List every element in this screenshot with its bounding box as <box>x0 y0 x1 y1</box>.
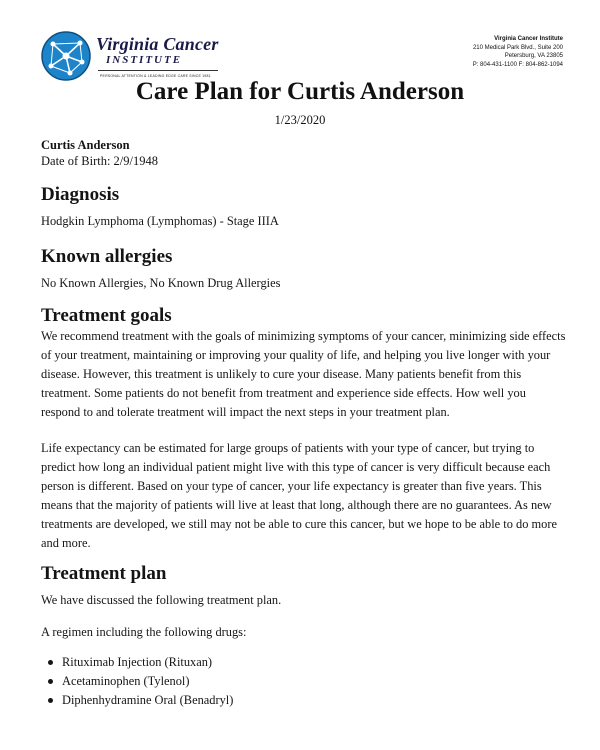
logo-subtitle: INSTITUTE <box>106 54 183 66</box>
contact-address-line1: 210 Medical Park Blvd., Suite 200 <box>472 44 563 51</box>
list-item <box>41 672 566 691</box>
allergies-text: No Known Allergies, No Known Drug Allergies <box>41 276 281 290</box>
patient-dob: Date of Birth: 2/9/1948 <box>41 154 158 168</box>
treatment-plan-heading: Treatment plan <box>41 563 167 584</box>
contact-org: Virginia Cancer Institute <box>494 36 563 42</box>
logo-tagline: PERSONAL ATTENTION & LEADING EDGE CARE SINCE 1981 <box>100 74 211 78</box>
contact-address-line2: Petersburg, VA 23805 <box>504 53 563 59</box>
allergies-heading: Known allergies <box>41 246 173 267</box>
drug-name: Rituximab Injection (Rituxan) <box>62 655 213 669</box>
bullet-icon <box>48 679 53 684</box>
logo-divider <box>98 70 218 71</box>
letterhead <box>0 0 600 90</box>
treatment-goals-paragraph-1: We recommend treatment with the goals of minimizing symptoms of your cancer, minimizing side effects of your treatment, maintaining or improving your quality of life, and helping you live longer with your disease. However, this treatment is unlikely to cure your disease. Many patients benefit from this treatment. Some patients do not benefit from treatment and experience side effects. How well you respond to and tolerate treatment will impact the next steps in your treatment plan. <box>41 329 566 419</box>
document-body <box>41 137 566 710</box>
page-title: Care Plan for Curtis Anderson <box>135 78 465 105</box>
treatment-goals-heading: Treatment goals <box>41 305 172 326</box>
drug-list <box>41 653 566 710</box>
contact-phones: P: 804-431-1100 F: 804-862-1094 <box>472 61 563 68</box>
bullet-icon <box>48 660 53 665</box>
logo-name: Virginia Cancer <box>96 34 219 54</box>
drug-name: Acetaminophen (Tylenol) <box>62 674 190 688</box>
diagnosis-text: Hodgkin Lymphoma (Lymphomas) - Stage IIIA <box>41 214 279 228</box>
list-item <box>41 691 566 710</box>
logo-emblem-icon <box>40 30 92 82</box>
regimen-intro: A regimen including the following drugs: <box>41 625 247 639</box>
treatment-goals-paragraph-2: Life expectancy can be estimated for large groups of patients with your type of cancer, but trying to predict how long an individual patient might live with this type of cancer is very difficult because each person is different. Based on your type of cancer, your life expectancy is greater than five years. This means that the majority of patients will live at least that long, although there are no guarantees. As new treatments are developed, we still may not be able to cure this cancer, but we hope to be able to do more and more. <box>41 441 557 550</box>
patient-name: Curtis Anderson <box>41 138 130 152</box>
document-date: 1/23/2020 <box>274 113 326 127</box>
list-item <box>41 653 566 672</box>
drug-name: Diphenhydramine Oral (Benadryl) <box>62 693 234 707</box>
bullet-icon <box>48 698 53 703</box>
contact-block <box>473 35 563 69</box>
diagnosis-heading: Diagnosis <box>41 184 120 205</box>
treatment-plan-intro: We have discussed the following treatment plan. <box>41 593 282 607</box>
